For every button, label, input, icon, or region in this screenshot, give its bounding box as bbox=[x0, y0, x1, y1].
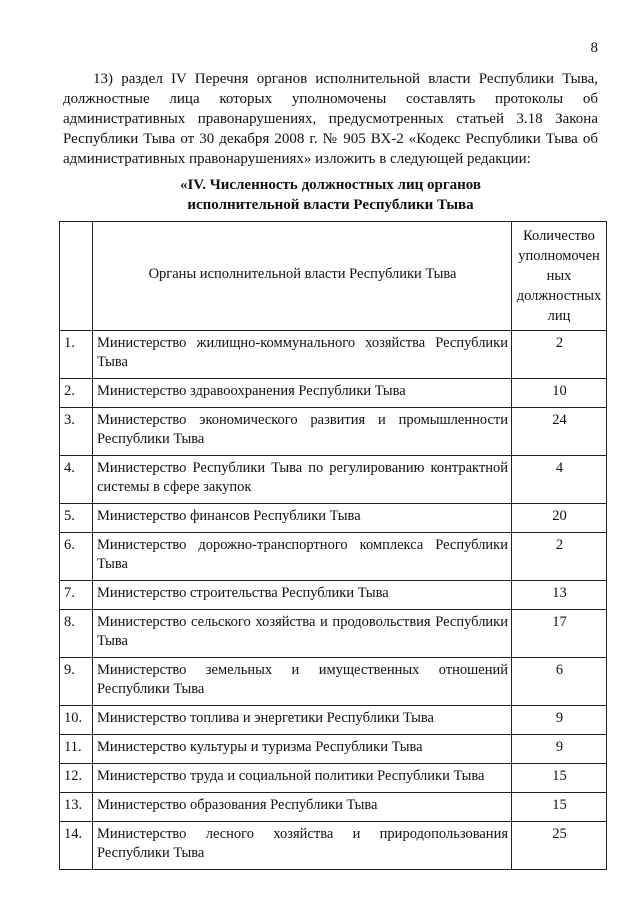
row-organ-name: Министерство строительства Республики Тыва bbox=[93, 581, 512, 610]
row-number: 12. bbox=[60, 764, 93, 793]
section-title bbox=[63, 175, 598, 215]
row-organ-name: Министерство образования Республики Тыва bbox=[93, 793, 512, 822]
row-organ-name: Министерство сельского хозяйства и продовольствия Республики Тыва bbox=[93, 610, 512, 658]
row-organ-name: Министерство культуры и туризма Республики Тыва bbox=[93, 735, 512, 764]
row-number: 10. bbox=[60, 706, 93, 735]
row-organ-name: Министерство жилищно-коммунального хозяйства Республики Тыва bbox=[93, 331, 512, 379]
table-row bbox=[60, 456, 607, 504]
row-number: 8. bbox=[60, 610, 93, 658]
row-number: 7. bbox=[60, 581, 93, 610]
table-header-row bbox=[60, 222, 607, 331]
table-row bbox=[60, 822, 607, 870]
row-organ-name: Министерство Республики Тыва по регулированию контрактной системы в сфере закупок bbox=[93, 456, 512, 504]
row-count: 9 bbox=[512, 706, 607, 735]
row-count: 10 bbox=[512, 379, 607, 408]
row-count: 2 bbox=[512, 331, 607, 379]
row-organ-name: Министерство дорожно-транспортного комплекса Республики Тыва bbox=[93, 533, 512, 581]
row-count: 17 bbox=[512, 610, 607, 658]
row-organ-name: Министерство земельных и имущественных отношений Республики Тыва bbox=[93, 658, 512, 706]
intro-text bbox=[63, 69, 598, 169]
row-count: 15 bbox=[512, 793, 607, 822]
table-row bbox=[60, 610, 607, 658]
officials-table bbox=[59, 221, 607, 870]
row-number: 11. bbox=[60, 735, 93, 764]
row-count: 25 bbox=[512, 822, 607, 870]
row-number: 9. bbox=[60, 658, 93, 706]
section-title-line-2: исполнительной власти Республики Тыва bbox=[187, 197, 474, 213]
table-row bbox=[60, 504, 607, 533]
row-number: 13. bbox=[60, 793, 93, 822]
row-organ-name: Министерство здравоохранения Республики Тыва bbox=[93, 379, 512, 408]
row-number: 14. bbox=[60, 822, 93, 870]
row-count: 20 bbox=[512, 504, 607, 533]
row-count: 13 bbox=[512, 581, 607, 610]
row-organ-name: Министерство финансов Республики Тыва bbox=[93, 504, 512, 533]
row-count: 6 bbox=[512, 658, 607, 706]
row-count: 9 bbox=[512, 735, 607, 764]
table-row bbox=[60, 331, 607, 379]
row-organ-name: Министерство труда и социальной политики Республики Тыва bbox=[93, 764, 512, 793]
table-body bbox=[60, 331, 607, 870]
row-organ-name: Министерство топлива и энергетики Республики Тыва bbox=[93, 706, 512, 735]
row-number: 3. bbox=[60, 408, 93, 456]
row-number: 6. bbox=[60, 533, 93, 581]
table-row bbox=[60, 764, 607, 793]
table-row bbox=[60, 379, 607, 408]
section-title-line-1: «IV. Численность должностных лиц органов bbox=[179, 177, 482, 193]
row-organ-name: Министерство лесного хозяйства и природопользования Республики Тыва bbox=[93, 822, 512, 870]
header-number-cell bbox=[60, 222, 93, 331]
row-number: 4. bbox=[60, 456, 93, 504]
row-number: 5. bbox=[60, 504, 93, 533]
row-organ-name: Министерство экономического развития и промышленности Республики Тыва bbox=[93, 408, 512, 456]
table-row bbox=[60, 735, 607, 764]
row-number: 2. bbox=[60, 379, 93, 408]
table-row bbox=[60, 533, 607, 581]
table-row bbox=[60, 408, 607, 456]
header-name-cell: Органы исполнительной власти Республики Тыва bbox=[93, 222, 512, 331]
page-number: 8 bbox=[590, 40, 598, 56]
table-row bbox=[60, 581, 607, 610]
table-row bbox=[60, 658, 607, 706]
table-row bbox=[60, 706, 607, 735]
table-row bbox=[60, 793, 607, 822]
header-count-cell: Количество уполномочен ных должностных лиц bbox=[512, 222, 607, 331]
row-count: 4 bbox=[512, 456, 607, 504]
row-count: 24 bbox=[512, 408, 607, 456]
row-count: 15 bbox=[512, 764, 607, 793]
row-number: 1. bbox=[60, 331, 93, 379]
intro-paragraph: 13) раздел IV Перечня органов исполнительной власти Республики Тыва, должностные лица которых уполномочены составлять протоколы об административных правонарушениях, предусмотренных статьей 3.18 Закона Республики Тыва от 30 декабря 2008 г. № 905 ВХ-2 «Кодекс Республики Тыва об административных правонарушениях» изложить в следующей редакции: bbox=[63, 71, 598, 167]
row-count: 2 bbox=[512, 533, 607, 581]
